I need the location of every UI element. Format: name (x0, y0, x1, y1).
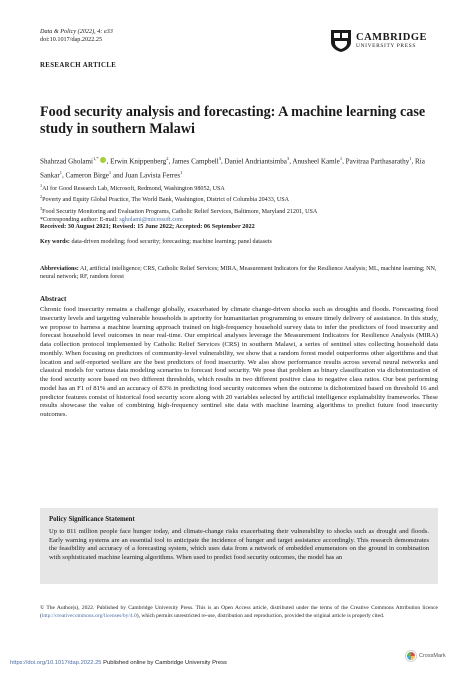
keywords-text: data-driven modeling; food security; forecasting; machine learning; panel datasets (71, 239, 272, 245)
policy-text: Up to 811 million people face hunger today, and climate-change risks exacerbating their vulnerability to shocks such as drought and floods. Early warning systems are an essential tool to anticipate the incidence of hunger and target assistance accordingly. This research demonstrates the feasibility and accuracy of a forecasting system, which uses data from a network of embedded enumerators on the ground in combination with sophisticated machine learning algorithms. When used to predict food security outcomes, the model has an (49, 528, 429, 562)
publisher-logo (330, 28, 438, 54)
copyright-notice: © The Author(s), 2022. Published by Cambridge University Press. This is an Open Access article, distributed under the terms of the Creative Commons Attribution licence (http://creativecommons.org/licenses/by/4.0), which permits unrestricted re-use, distribution and reproduction, provided the original article is properly cited. (40, 605, 438, 619)
doi-link[interactable]: doi:10.1017/dap.2022.25 (40, 36, 103, 43)
author-separator: , (289, 157, 293, 166)
article-title: Food security analysis and forecasting: A machine learning case study in southern Malawi (40, 104, 426, 137)
journal-meta: (2022), 4: e33 (77, 28, 113, 35)
article-dates: Received: 30 August 2021; Revised: 15 June 2022; Accepted: 06 September 2022 (40, 223, 255, 230)
author-separator: , (168, 157, 172, 166)
author-name: Cameron Birge (65, 171, 109, 180)
author-affiliation-mark: 3 (218, 156, 221, 161)
affiliation-item (40, 182, 440, 193)
affiliation-mark: 1 (40, 183, 43, 188)
abbreviations-label: Abbreviations: (40, 266, 79, 272)
author-name: Ria Sankar (40, 157, 425, 180)
author-affiliation-mark: 1 (108, 170, 112, 176)
journal-name: Data & Policy (40, 28, 77, 35)
article-type: RESEARCH ARTICLE (40, 62, 117, 69)
crossmark-icon (405, 650, 417, 662)
affiliation-text: Food Security Monitoring and Evaluation Programs, Catholic Relief Services, Baltimore, Maryland 21201, USA (42, 208, 318, 215)
affiliation-text: Poverty and Equity Global Practice, The World Bank, Washington, District of Columbia 20433, USA (42, 197, 290, 204)
author-separator: , (411, 157, 416, 166)
page-footer (10, 660, 227, 666)
corresponding-author: *Corresponding author: E-mail: sgholami@microsoft.com (40, 216, 183, 223)
author-separator: , (61, 171, 66, 180)
author-list (40, 153, 440, 182)
publisher-subname: UNIVERSITY PRESS (356, 43, 416, 49)
author-affiliation-mark: 1 (409, 156, 412, 161)
abbreviations (40, 265, 440, 281)
author-name: Erwin Knippenberg (110, 157, 167, 166)
author-affiliation-mark: 1 (59, 170, 62, 176)
crossmark-label: CrossMark (419, 653, 446, 659)
affiliation-item (40, 193, 440, 204)
policy-heading: Policy Significance Statement (49, 516, 135, 523)
orcid-icon[interactable] (100, 157, 106, 163)
author-separator: , (220, 157, 225, 166)
author-affiliation-mark: 1 (180, 170, 183, 176)
affiliation-item (40, 205, 440, 216)
license-link[interactable]: http://creativecommons.org/licenses/by/4.0 (41, 612, 137, 619)
author-name: Pavitraa Parthasarathy (345, 157, 410, 166)
affiliation-mark: 2 (40, 194, 43, 200)
abbreviations-text: AI, artificial intelligence; CRS, Catholic Relief Services; MIRA, Measurement Indicators for the Resilience Analysis; ML, machine learning; NN, neural network; RF, random forest (40, 266, 437, 281)
journal-citation (40, 28, 113, 44)
author-affiliation-mark: 1 (339, 156, 343, 161)
author-affiliation-mark: 3 (286, 156, 290, 161)
keywords (40, 238, 440, 246)
crossmark-badge[interactable] (405, 650, 446, 662)
author-name: Shahrzad Gholami (40, 157, 93, 166)
affiliations (40, 182, 440, 224)
abstract-heading: Abstract (40, 295, 67, 303)
affiliation-mark: 3 (40, 205, 43, 211)
author-affiliation-mark: 1,* (93, 156, 99, 161)
abstract-text: Chronic food insecurity remains a challenge globally, exacerbated by climate change-driven shocks such as droughts and floods. Forecasting food insecurity levels and targeting vulnerable households is apriority for humanitarian programming to ensure timely delivery of assistance. In this study, we propose to harness a machine learning approach trained on high-frequency household survey data to infer the predictors of food insecurity and forecast household level outcomes in near real-time. Our empirical analyses leverage the Measurement Indicators for Resilience Analysis (MIRA) data collection protocol implemented by Catholic Relief Services (CRS) in southern Malawi, a series of sentinel sites collecting household data monthly. When focusing on predictors of community-level vulnerability, we show that a random forest model outperforms other algorithms and that location and self-reported welfare are the best predictors of food insecurity. We also show performance results across several neural networks and classical models for various data modeling scenarios to forecast food security. We pose that problem as binary classification via dichotomization of the food security score based on two different thresholds, which results in two different positive class to negative class ratios. Our best performing model has an F1 of 81% and an accuracy of 83% in predicting food security outcomes when the outcome is dichotomized based on threshold 16 and predictor features consist of historical food security score along with 20 variables selected by artificial intelligence explainability frameworks. These results showcase the value of combining high-frequency sentinel site data with machine learning algorithms to predict future food insecurity outcomes. (40, 306, 438, 418)
cambridge-shield-icon (330, 29, 352, 53)
author-separator: and (111, 171, 125, 180)
author-separator: , (106, 157, 111, 166)
policy-significance-box (40, 508, 438, 584)
author-name: James Campbell (171, 157, 219, 166)
footer-text: Published online by Cambridge University Press (101, 660, 227, 666)
author-name: Juan Lavista Ferres (124, 171, 181, 180)
corresponding-email[interactable]: sgholami@microsoft.com (119, 216, 183, 223)
author-affiliation-mark: 2 (166, 156, 169, 161)
affiliation-text: AI for Good Research Lab, Microsoft, Redmond, Washington 98052, USA (42, 186, 225, 193)
author-name: Daniel Andriantsimba (224, 157, 287, 166)
publisher-name: CAMBRIDGE (356, 32, 428, 43)
keywords-label: Key words: (40, 239, 70, 245)
footer-doi-link[interactable]: https://doi.org/10.1017/dap.2022.25 (10, 660, 102, 666)
author-separator: , (342, 157, 346, 166)
author-name: Anusheel Kamle (292, 157, 340, 166)
